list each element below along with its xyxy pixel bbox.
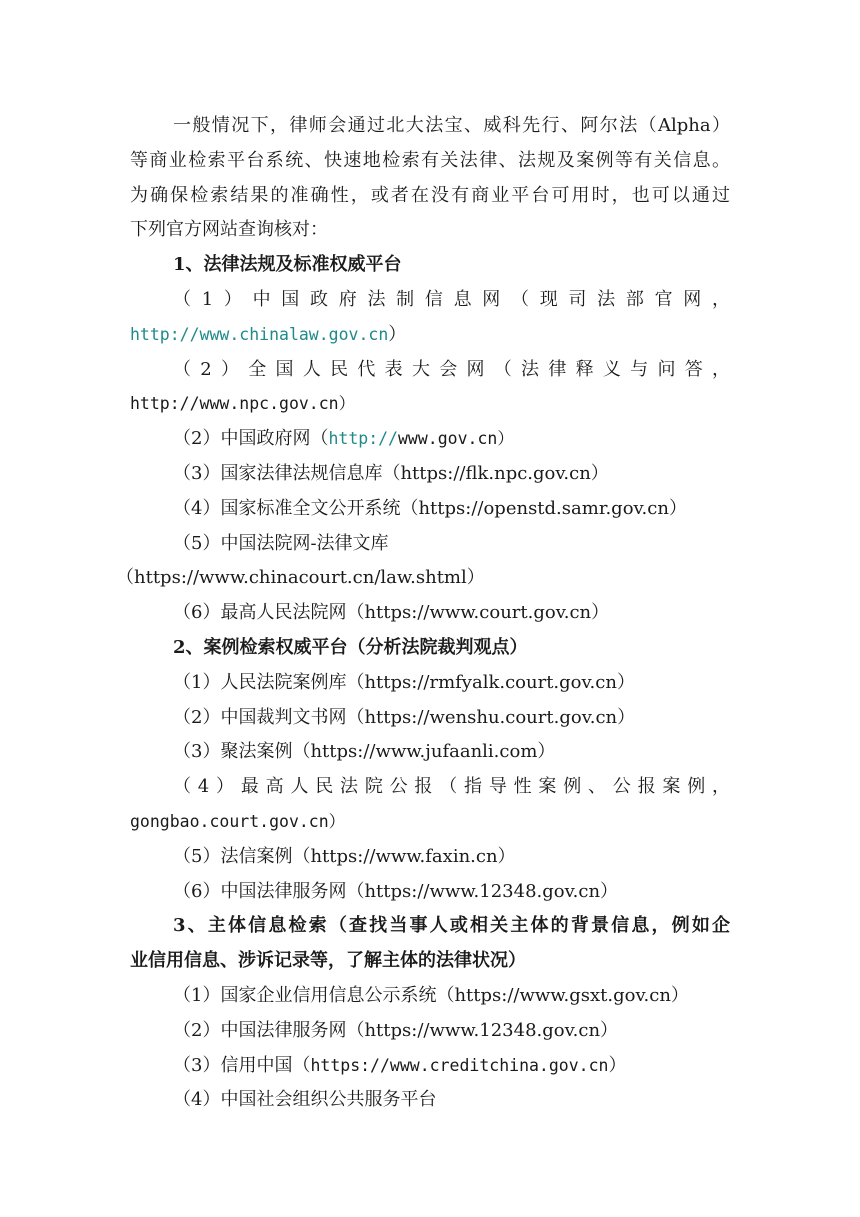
list-item-continuation: http://www.npc.gov.cn） xyxy=(130,394,356,414)
intro-line: 为确保检索结果的准确性，或者在没有商业平台可用时，也可以通过 xyxy=(130,184,730,206)
list-item: （2）中国政府网（http://www.gov.cn） xyxy=(173,428,514,450)
section-heading: 3、主体信息检索（查找当事人或相关主体的背景信息，例如企 xyxy=(173,915,730,937)
creditchina-link[interactable]: https://www.creditchina.gov.cn xyxy=(310,1055,609,1075)
list-item: （6）最高人民法院网（https://www.court.gov.cn） xyxy=(173,602,610,624)
list-item: （5）法信案例（https://www.faxin.cn） xyxy=(173,845,516,867)
gov-link[interactable]: http:// xyxy=(328,429,398,449)
list-item: （4）中国社会组织公共服务平台 xyxy=(173,1089,437,1111)
list-item: （4）最高人民法院公报（指导性案例、公报案例， xyxy=(173,776,730,798)
document-page xyxy=(116,109,730,1118)
list-item: （1）国家企业信用信息公示系统（https://www.gsxt.gov.cn） xyxy=(173,984,689,1006)
list-item: （2）中国裁判文书网（https://wenshu.court.gov.cn） xyxy=(173,706,636,728)
section-heading: 1、法律法规及标准权威平台 xyxy=(173,254,402,276)
list-item: （4）国家标准全文公开系统（https://openstd.samr.gov.cn） xyxy=(173,497,687,519)
list-item: （6）中国法律服务网（https://www.12348.gov.cn） xyxy=(173,880,619,902)
chinalaw-link[interactable]: http://www.chinalaw.gov.cn xyxy=(130,324,389,344)
intro-line: 等商业检索平台系统、快速地检索有关法律、法规及案例等有关信息。 xyxy=(130,149,730,171)
list-item-continuation: http://www.chinalaw.gov.cn） xyxy=(130,323,407,345)
list-item: （2）全国人民代表大会网（法律释义与问答， xyxy=(173,358,730,380)
intro-line: 一般情况下，律师会通过北大法宝、威科先行、阿尔法（Alpha） xyxy=(173,115,730,136)
list-item-continuation: （https://www.chinacourt.cn/law.shtml） xyxy=(116,567,485,589)
list-item: （3）聚法案例（https://www.jufaanli.com） xyxy=(173,741,556,763)
section-heading: 2、案例检索权威平台（分析法院裁判观点） xyxy=(173,636,528,658)
list-item: （2）中国法律服务网（https://www.12348.gov.cn） xyxy=(173,1019,619,1041)
list-item: （1）中国政府法制信息网（现司法部官网， xyxy=(173,288,730,310)
intro-line: 下列官方网站查询核对： xyxy=(130,219,328,241)
list-item: （3）国家法律法规信息库（https://flk.npc.gov.cn） xyxy=(173,462,609,484)
section-heading-continuation: 业信用信息、涉诉记录等，了解主体的法律状况） xyxy=(130,950,526,972)
list-item: （1）人民法院案例库（https://rmfyalk.court.gov.cn） xyxy=(173,671,635,693)
list-item: （5）中国法院网-法律文库 xyxy=(173,532,389,554)
list-item-continuation: gongbao.court.gov.cn） xyxy=(130,811,346,831)
list-item: （3）信用中国（https://www.creditchina.gov.cn） xyxy=(173,1054,627,1076)
